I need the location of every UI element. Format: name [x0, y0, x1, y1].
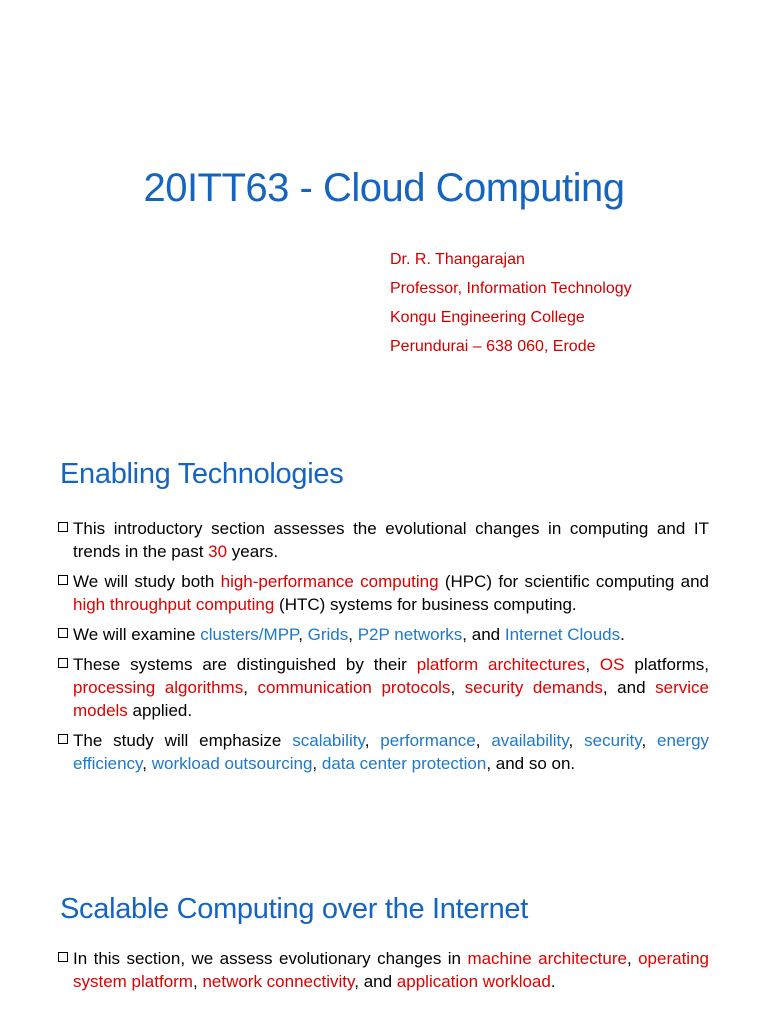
bullet-text: , and	[354, 972, 397, 991]
highlighted-term: 30	[208, 542, 228, 561]
checkbox-bullet-icon	[58, 952, 68, 962]
highlighted-term: security demands	[464, 678, 603, 697]
bullet-text: ,	[568, 731, 585, 750]
bullet-text: (HTC) systems for business computing.	[274, 595, 577, 614]
bullet-text: ,	[364, 731, 381, 750]
highlighted-term: communication protocols	[257, 678, 451, 697]
bullet-text: ,	[626, 949, 639, 968]
bullet-text: years.	[227, 542, 279, 561]
list-item	[56, 570, 709, 616]
highlighted-term: high-performance computing	[220, 572, 439, 591]
highlighted-term: operating system platform	[73, 949, 709, 991]
highlighted-term: energy efficiency	[73, 731, 710, 773]
bullet-text: ,	[585, 655, 600, 674]
bullet-text: ,	[298, 625, 308, 644]
checkbox-bullet-icon	[58, 522, 68, 532]
bullet-text: platforms,	[624, 655, 709, 674]
bullet-text: ,	[475, 731, 492, 750]
bullet-text: ,	[142, 754, 152, 773]
checkbox-bullet-icon	[58, 575, 68, 585]
highlighted-term: clusters/MPP	[200, 625, 299, 644]
bullet-text: ,	[348, 625, 358, 644]
highlighted-term: application workload	[396, 972, 551, 991]
bullet-text: (HPC) for scientific computing and	[438, 572, 709, 591]
highlighted-term: Internet Clouds	[504, 625, 621, 644]
list-item	[56, 729, 709, 775]
list-item	[56, 653, 709, 722]
bullet-text: We will study both	[73, 572, 221, 591]
author-institution: Kongu Engineering College	[390, 309, 585, 326]
author-address: Perundurai – 638 060, Erode	[390, 338, 596, 355]
bullet-text: , and	[602, 678, 656, 697]
bullet-text: These systems are distinguished by their	[73, 655, 417, 674]
author-position: Professor, Information Technology	[390, 280, 632, 297]
list-item	[56, 517, 709, 563]
bullet-text: , and so on.	[486, 754, 576, 773]
bullet-list-enabling-technologies	[56, 517, 709, 782]
bullet-text: ,	[641, 731, 658, 750]
highlighted-term: processing algorithms	[73, 678, 244, 697]
highlighted-term: OS	[599, 655, 625, 674]
highlighted-term: scalability	[292, 731, 365, 750]
bullet-text: .	[620, 625, 625, 644]
bullet-list-scalable-computing	[56, 947, 709, 1000]
page-title: 20ITT63 - Cloud Computing	[143, 166, 625, 210]
bullet-text: applied.	[127, 701, 193, 720]
bullet-text: The study will emphasize	[73, 731, 293, 750]
author-block	[390, 249, 632, 365]
highlighted-term: workload outsourcing	[151, 754, 313, 773]
highlighted-term: network connectivity	[202, 972, 355, 991]
bullet-text: ,	[243, 678, 258, 697]
highlighted-term: performance	[380, 731, 476, 750]
bullet-text: ,	[312, 754, 322, 773]
highlighted-term: machine architecture	[467, 949, 627, 968]
bullet-text: This introductory section assesses the evolutional changes in computing and IT trends in the past	[73, 519, 709, 561]
highlighted-term: P2P networks	[357, 625, 463, 644]
highlighted-term: security	[584, 731, 642, 750]
bullet-text: ,	[192, 972, 203, 991]
section-heading-scalable-computing: Scalable Computing over the Internet	[60, 893, 528, 925]
list-item	[56, 623, 709, 646]
bullet-text: In this section, we assess evolutionary changes in	[73, 949, 468, 968]
bullet-text: ,	[450, 678, 465, 697]
bullet-text: .	[550, 972, 556, 991]
list-item	[56, 947, 709, 993]
highlighted-term: availability	[491, 731, 569, 750]
bullet-text: We will examine	[73, 625, 201, 644]
checkbox-bullet-icon	[58, 628, 68, 638]
checkbox-bullet-icon	[58, 734, 68, 744]
highlighted-term: Grids	[307, 625, 349, 644]
section-heading-enabling-technologies: Enabling Technologies	[60, 458, 344, 490]
bullet-text: , and	[462, 625, 505, 644]
highlighted-term: high throughput computing	[73, 595, 275, 614]
highlighted-term: platform architectures	[416, 655, 586, 674]
highlighted-term: service models	[73, 678, 709, 720]
highlighted-term: data center protection	[321, 754, 487, 773]
author-name: Dr. R. Thangarajan	[390, 251, 525, 268]
checkbox-bullet-icon	[58, 658, 68, 668]
